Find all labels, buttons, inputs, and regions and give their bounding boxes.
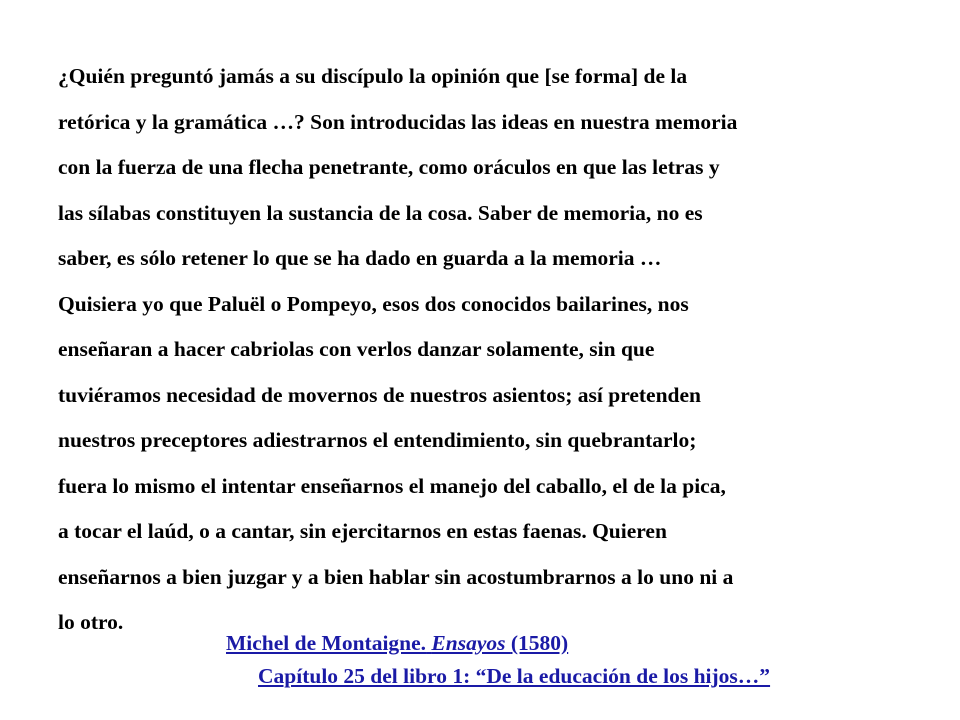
- quote-line: con la fuerza de una flecha penetrante, como oráculos en que las letras y: [58, 155, 720, 179]
- quote-line: tuviéramos necesidad de movernos de nuestros asientos; así pretenden: [58, 382, 702, 407]
- citation-author-link[interactable]: [226, 631, 568, 656]
- quote-line: ¿Quién preguntó jamás a su discípulo la opinión que [se forma] de la: [58, 64, 688, 88]
- quote-line: lo otro.: [58, 610, 124, 634]
- citation-work-title: Ensayos: [431, 631, 506, 655]
- quote-block: [58, 54, 918, 646]
- quote-line: retórica y la gramática …? Son introducidas las ideas en nuestra memoria: [58, 109, 738, 134]
- citation-year: (1580): [510, 631, 569, 655]
- citation-author: Michel de Montaigne.: [226, 631, 427, 655]
- citation-chapter-link[interactable]: Capítulo 25 del libro 1: “De la educación de los hijos…”: [258, 664, 771, 688]
- quote-line: a tocar el laúd, o a cantar, sin ejercitarnos en estas faenas. Quieren: [58, 519, 667, 543]
- quote-line: Quisiera yo que Paluël o Pompeyo, esos dos conocidos bailarines, nos: [58, 291, 689, 316]
- quote-line: enseñaran a hacer cabriolas con verlos danzar solamente, sin que: [58, 337, 655, 361]
- quote-line: nuestros preceptores adiestrarnos el entendimiento, sin quebrantarlo;: [58, 428, 697, 452]
- quote-line: fuera lo mismo el intentar enseñarnos el manejo del caballo, el de la pica,: [58, 473, 726, 498]
- quote-line: las sílabas constituyen la sustancia de la cosa. Saber de memoria, no es: [58, 200, 703, 225]
- quote-line: enseñarnos a bien juzgar y a bien hablar sin acostumbrarnos a lo uno ni a: [58, 564, 734, 589]
- quote-line: saber, es sólo retener lo que se ha dado en guarda a la memoria …: [58, 246, 662, 270]
